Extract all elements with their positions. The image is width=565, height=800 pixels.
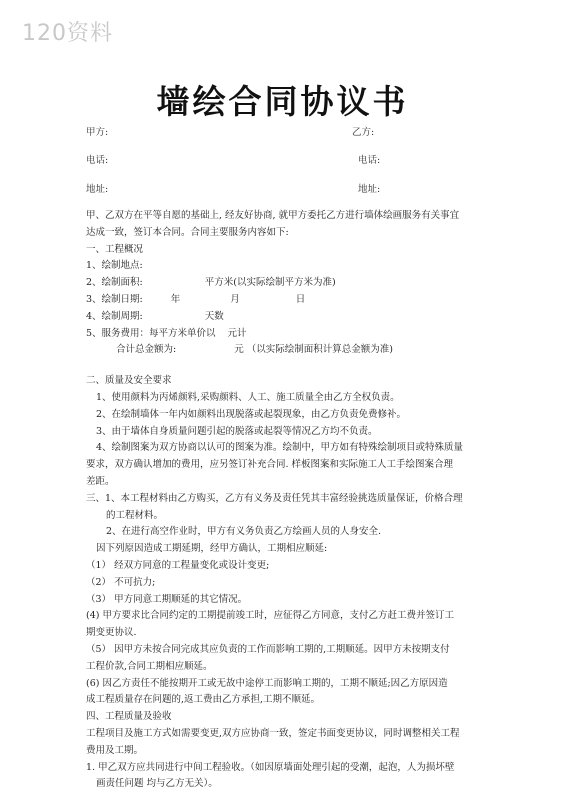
- list-item: [86, 342, 498, 359]
- list-item: [86, 292, 498, 309]
- paragraph: 4、绘制图案为双方协商以认可的图案为准。绘制中，甲方如有特殊绘制项目或特殊质量: [96, 442, 464, 454]
- clause: （2） 不可抗力;: [86, 576, 156, 588]
- paragraph: 费用及工期。: [86, 744, 144, 756]
- paragraph: 3、由于墙体自身质量问题引起的脱落或起裂等情况乙方均不负责。: [96, 425, 378, 437]
- item-value: 平方米(以实际绘制平方米为准): [204, 277, 336, 289]
- list-item: [86, 258, 498, 275]
- clause: (4) 甲方要求比合同约定的工期提前竣工时，应征得乙方同意，支付乙方赶工费并签订工: [86, 610, 454, 622]
- date-day: 日: [295, 293, 306, 305]
- party-b-phone: 电话:: [358, 155, 381, 166]
- party-b-address: 地址:: [358, 184, 381, 195]
- clause: （5） 因甲方未按合同完成其应负责的工作而影响工期的,工期顺延。因甲方未按期支付: [86, 643, 450, 655]
- page-title: 墙绘合同协议书: [156, 82, 409, 121]
- paragraph: 1. 甲乙双方应共同进行中间工程验收。（如因原墙面处理引起的受潮，起泡，人为损坏壁: [86, 761, 455, 773]
- date-month: 月: [230, 293, 240, 305]
- contract-body: [86, 208, 498, 793]
- paragraph: 1、使用颜料为丙烯颜料,采购颜料、人工、施工质量全由乙方全权负责。: [96, 391, 400, 403]
- clause: 工程价款,合同工期相应顺延。: [86, 660, 213, 672]
- item-label: 2、绘制面积:: [86, 277, 143, 289]
- date-year: 年: [170, 293, 181, 305]
- intro-line: 达成一致，签订本合同。合同主要服务内容如下:: [86, 226, 289, 238]
- list-item: [86, 326, 498, 343]
- paragraph: 2、在绘制墙体一年内如颜料出现脱落或起裂现象，由乙方负责免费修补。: [96, 408, 407, 420]
- paragraph: 工程项目及施工方式如需要变更,双方应协商一致，签定书面变更协议，同时调整相关工程: [86, 727, 460, 739]
- section-heading: 三、1、本工程材料由乙方购买，乙方有义务及责任凭其丰富经验挑选质量保证，价格合理: [86, 492, 463, 504]
- clause: (6) 因乙方责任不能按期开工或无故中途停工而影响工期的，工期不顺延;因乙方原因造: [86, 677, 448, 689]
- paragraph: 2、在进行高空作业时，甲方有义务负责乙方绘画人员的人身安全.: [106, 526, 382, 538]
- party-a-address: 地址:: [86, 184, 109, 195]
- clause: （1） 经双方同意的工程量变化或设计变更;: [86, 559, 270, 571]
- section-heading: 一、工程概况: [86, 243, 144, 255]
- total-value: 元 （以实际绘制面积计算总金额为准): [234, 344, 393, 356]
- paragraph: 画责任问题 均与乙方无关）。: [96, 778, 218, 790]
- intro-line: 甲、乙双方在平等自愿的基础上, 经友好协商, 就甲方委托乙方进行墙体绘画服务有关事宜: [86, 210, 460, 221]
- paragraph: 因下列原因造成工期延期，经甲方确认，工期相应顺延:: [96, 543, 328, 555]
- party-b-label: 乙方:: [352, 127, 375, 138]
- item-value: 元计: [227, 327, 247, 339]
- party-a-phone: 电话:: [86, 155, 109, 166]
- item-label: 5、服务费用：每平方米单价以: [86, 327, 216, 339]
- section-heading: 四、工程质量及验收: [86, 711, 172, 723]
- list-item: [86, 309, 498, 326]
- section-heading: 二、质量及安全要求: [86, 375, 172, 387]
- party-a-label: 甲方:: [86, 127, 109, 138]
- total-label: 合计总金额为:: [116, 344, 177, 356]
- clause: 期变更协议.: [86, 627, 137, 639]
- paragraph: 的工程材料。: [106, 509, 164, 521]
- item-label: 4、绘制周期:: [86, 310, 143, 322]
- item-label: 1、绘制地点:: [86, 260, 143, 272]
- item-value: 天数: [204, 310, 224, 322]
- watermark-logo: 120资料: [22, 21, 113, 46]
- list-item: [86, 275, 498, 292]
- item-label: 3、绘制日期:: [86, 293, 143, 305]
- paragraph: 差距。: [86, 475, 115, 487]
- clause: 成工程质量存在问题的,返工费由乙方承担,工期不顺延。: [86, 694, 321, 706]
- paragraph: 要求，双方确认增加的费用，应另签订补充合同. 样板图案和实际施工人工手绘图案合理: [86, 459, 454, 471]
- clause: （3） 甲方同意工期顺延的其它情况。: [86, 593, 248, 605]
